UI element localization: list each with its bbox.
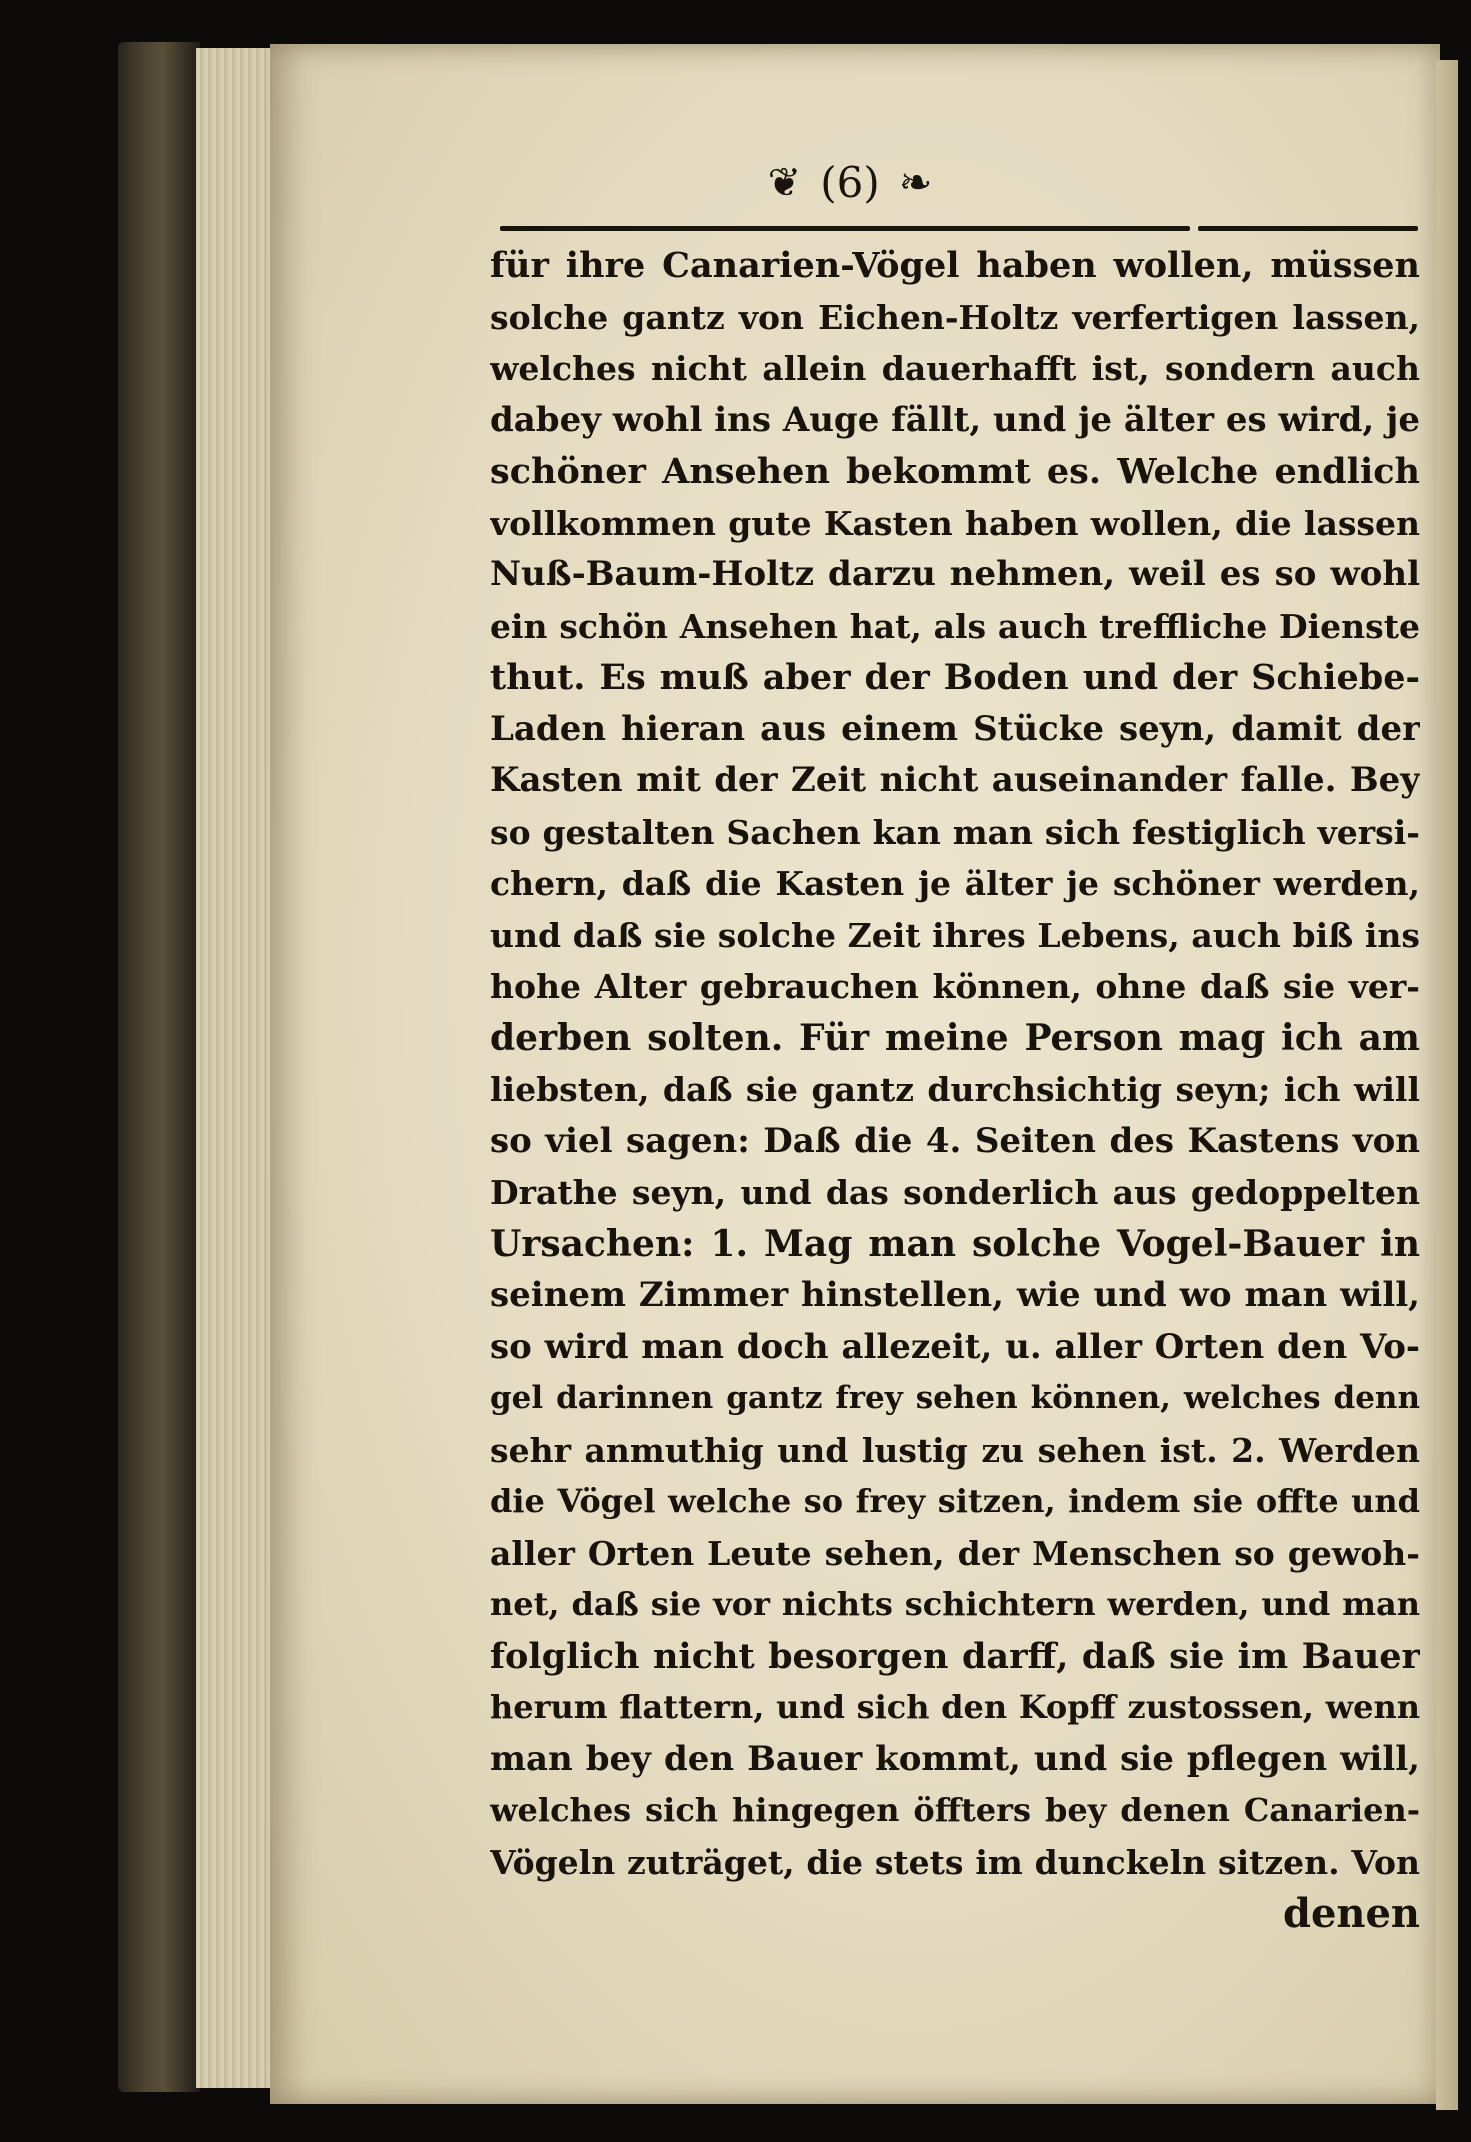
text-line: Ursachen: 1. Mag man solche Vogel-Bauer in [490,1222,1420,1265]
text-line: so gestalten Sachen kan man sich festiglich versi- [490,812,1420,852]
text-line: thut. Es muß aber der Boden und der Schiebe- [490,657,1420,698]
text-line: welches sich hingegen öffters bey denen Canarien- [490,1791,1420,1829]
text-line: seinem Zimmer hinstellen, wie und wo man will, [490,1275,1420,1315]
text-line: hohe Alter gebrauchen können, ohne daß sie ver- [490,967,1420,1006]
text-line: ein schön Ansehen hat, als auch treffliche Dienste [490,606,1420,646]
text-line: derben solten. Für meine Person mag ich am [490,1016,1420,1059]
text-line: solche gantz von Eichen-Holtz verfertigen lassen, [490,297,1420,337]
page-number: (6) [820,158,880,207]
text-line: Nuß-Baum-Holtz darzu nehmen, weil es so wohl [490,554,1420,594]
catchword: denen [1282,1890,1420,1937]
text-line: schöner Ansehen bekommt es. Welche endlich [490,451,1420,492]
text-line: und daß sie solche Zeit ihres Lebens, auch biß ins [490,915,1420,955]
text-line: liebsten, daß sie gantz durchsichtig seyn; ich will [490,1070,1420,1109]
text-line: so viel sagen: Daß die 4. Seiten des Kastens von [490,1120,1420,1161]
body-text [490,240,1420,1940]
header-rule-right [1198,226,1418,231]
text-line: die Vögel welche so frey sitzen, indem sie offte und [490,1482,1420,1520]
text-line: chern, daß die Kasten je älter je schöner werden, [490,864,1420,903]
text-line: folglich nicht besorgen darff, daß sie im Bauer [490,1635,1420,1677]
page-right-edge [1436,60,1458,2110]
text-line: net, daß sie vor nichts schichtern werden, und man [490,1585,1420,1623]
header-rule-left [500,226,1190,231]
ornament-right-icon: ❧ [898,159,933,206]
text-line: herum flattern, und sich den Kopff zustossen, wenn [490,1688,1420,1726]
text-line: gel darinnen gantz frey sehen können, welches denn [490,1380,1420,1416]
text-line: für ihre Canarien-Vögel haben wollen, müssen [490,245,1420,286]
text-line: Laden hieran aus einem Stücke seyn, damit der [490,708,1420,749]
text-line: Vögeln zuträget, die stets im dunckeln sitzen. Von [490,1842,1420,1882]
text-line: welches nicht allein dauerhafft ist, sondern auch [490,349,1420,388]
ornament-left-icon: ❦ [767,159,802,206]
text-line: Kasten mit der Zeit nicht auseinander falle. Bey [490,760,1420,800]
text-line: dabey wohl ins Auge fällt, und je älter es wird, je [490,399,1420,440]
page-edges [196,48,274,2088]
text-line: sehr anmuthig und lustig zu sehen ist. 2. Werden [490,1430,1420,1470]
text-line: man bey den Bauer kommt, und sie pflegen will, [490,1738,1420,1779]
page-header [500,158,1200,228]
book-spine [118,42,200,2092]
text-line: aller Orten Leute sehen, der Menschen so gewoh- [490,1533,1420,1573]
text-line: vollkommen gute Kasten haben wollen, die lassen [490,503,1420,543]
text-line: Drathe seyn, und das sonderlich aus gedoppelten [490,1173,1420,1212]
text-line: so wird man doch allezeit, u. aller Orten den Vo- [490,1326,1420,1367]
